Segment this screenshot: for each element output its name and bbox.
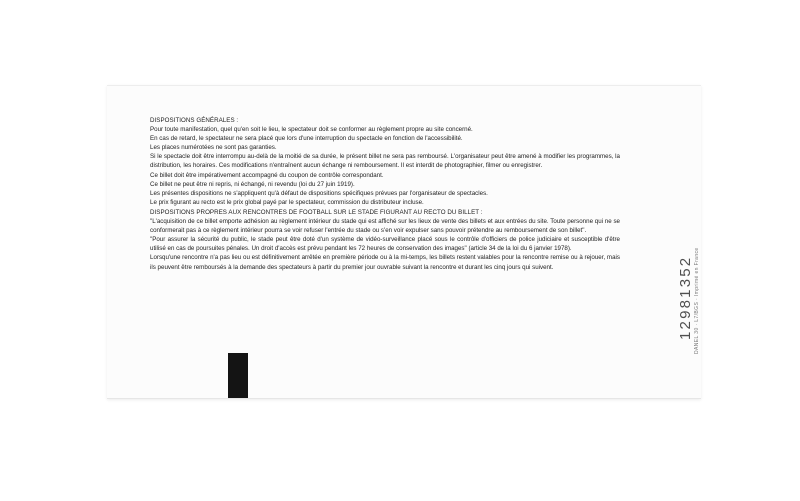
general-paragraph: Pour toute manifestation, quel qu'en soit le lieu, le spectateur doit se conformer au règlement propre au site concerné. [150, 126, 473, 134]
general-paragraph: En cas de retard, le spectateur ne sera placé que lors d'une interruption du spectacle en fonction de l'accessibilité. [150, 135, 463, 143]
football-paragraph: Lorsqu'une rencontre n'a pas lieu ou est définitivement arrêtée en première période ou à la mi-temps, les billets restent valables pour la rencontre remise ou à rejouer, mais ils peuvent être remboursés à la demande des spectateurs à partir du premier jour ouvrable suivant la rencontre et durant les cinq jours qui suivent. [150, 254, 620, 271]
football-paragraph: "L'acquisition de ce billet emporte adhésion au règlement intérieur du stade qui est affiché sur les lieux de vente des billets et aux entrées du site. Toute personne qui ne se conformerait pas à ce règlement intérieur pourra se voir refuser l'entrée du stade ou s'en voir expulser sans pouvoir prétendre au remboursement de son billet". [150, 218, 620, 235]
section-general-heading: DISPOSITIONS GÉNÉRALES : [150, 117, 239, 124]
general-paragraph: Si le spectacle doit être interrompu au-delà de la moitié de sa durée, le présent billet ne sera pas remboursé. L'organisateur peut être amené à modifier les programmes, la distribution, les horaires. Ces modifications n'entraînent aucun échange ni remboursement. Il est interdit de photographier, filmer ou enregistrer. [150, 153, 620, 170]
conditions-text [150, 116, 620, 272]
general-paragraph: Ce billet doit être impérativement accompagné du coupon de contrôle correspondant. [150, 171, 384, 179]
ticket-back [107, 85, 701, 399]
football-paragraph: "Pour assurer la sécurité du public, le stade peut être doté d'un système de vidéo-surveillance placé sous le contrôle d'officiers de police judiciaire et susceptible d'être utilisé en cas de poursuites pénales. Un droit d'accès est prévu pendant les 72 heures de conservation des images" (article 34 de la loi du 6 janvier 1978). [150, 236, 620, 253]
general-paragraph: Les présentes dispositions ne s'appliquent qu'à défaut de dispositions spécifiques prévues par l'organisateur de spectacles. [150, 189, 488, 197]
control-mark [228, 353, 248, 398]
printer-line: DANEL 30 · L7/BGS · Imprimé en France [694, 247, 700, 354]
serial-number: 12981352 [677, 255, 694, 340]
general-paragraph: Le prix figurant au recto est le prix global payé par le spectateur, commission du distributeur incluse. [150, 198, 424, 206]
general-paragraph: Les places numérotées ne sont pas garanties. [150, 144, 277, 152]
general-paragraph: Ce billet ne peut être ni repris, ni échangé, ni revendu (loi du 27 juin 1919). [150, 180, 355, 188]
section-football-heading: DISPOSITIONS PROPRES AUX RENCONTRES DE FOOTBALL SUR LE STADE FIGURANT AU RECTO DU BILLET : [150, 208, 483, 216]
